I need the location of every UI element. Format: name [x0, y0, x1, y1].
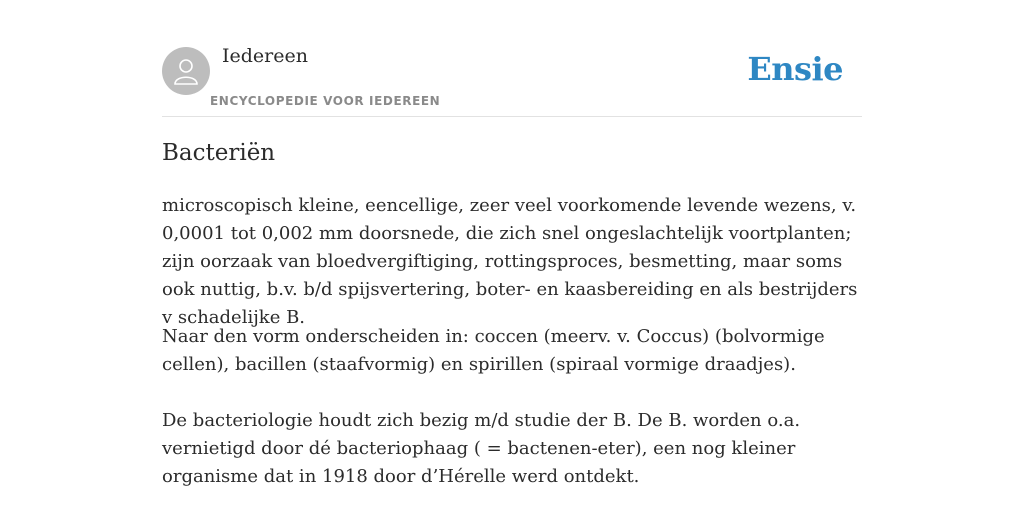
brand-logo[interactable]: Ensie	[747, 50, 843, 88]
author-name[interactable]: Iedereen	[222, 45, 308, 67]
article-title: Bacteriën	[162, 140, 276, 166]
page-header	[162, 0, 862, 117]
article-paragraph: De bacteriologie houdt zich bezig m/d studie der B. De B. worden o.a. vernietigd door dé bacteriophaag ( = bactenen-eter), een nog kleiner organisme dat in 1918 door d’Hérelle werd ontdekt.	[162, 410, 801, 487]
avatar[interactable]	[162, 47, 210, 95]
article-paragraph: Naar den vorm onderscheiden in: coccen (meerv. v. Coccus) (bolvormige cellen), bacillen (staafvormig) en spirillen (spiraal vormige draadjes).	[162, 326, 825, 375]
page-container	[162, 0, 862, 487]
author-subtitle: ENCYCLOPEDIE VOOR IEDEREEN	[210, 94, 441, 108]
user-icon	[172, 56, 200, 86]
article-paragraph: microscopisch kleine, eencellige, zeer veel voorkomende levende wezens, v. 0,0001 tot 0,002 mm doorsnede, die zich snel ongeslachtelijk voortplanten; zijn oorzaak van bloedvergiftiging, rottingsproces, besmetting, maar soms ook nuttig, b.v. b/d spijsvertering, boter- en kaasbereiding en als bestrijders v schadelijke B.	[162, 195, 858, 328]
